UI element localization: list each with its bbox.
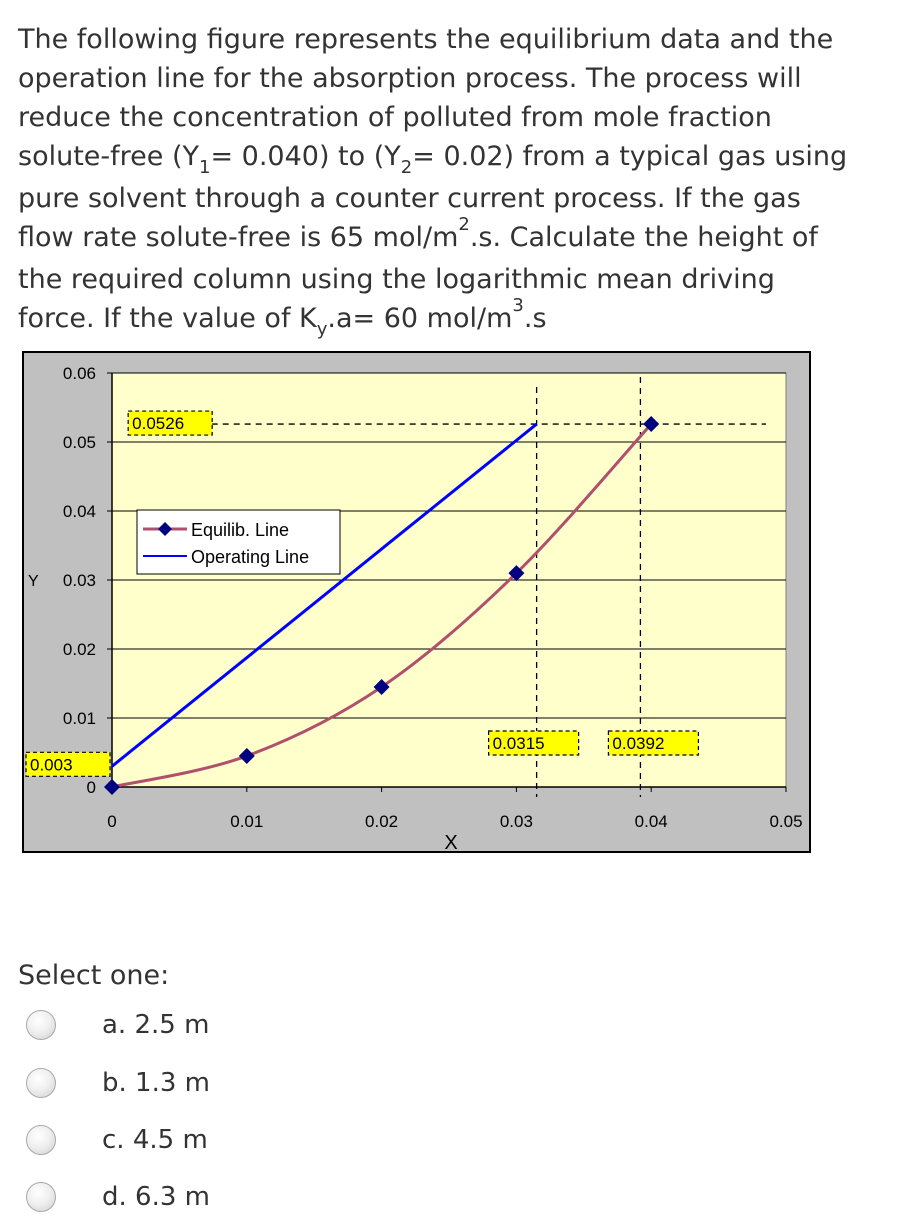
radio-button[interactable]: [26, 1010, 56, 1040]
x-tick-label: 0.03: [499, 812, 533, 831]
y-axis-label: Y: [28, 573, 39, 590]
option-label: d. 6.3 m: [102, 1182, 210, 1212]
x-tick-label: 0.05: [769, 812, 803, 831]
y-tick-label: 0: [86, 778, 96, 797]
option-d[interactable]: [26, 1177, 426, 1217]
y-tick-label: 0.04: [62, 502, 96, 521]
x-tick-label: 0.02: [365, 812, 399, 831]
annotation-x-op-text: 0.0315: [492, 734, 545, 753]
option-label: c. 4.5 m: [102, 1125, 208, 1155]
select-one-label: Select one:: [18, 960, 170, 991]
x-tick-label: 0: [107, 812, 117, 831]
option-a[interactable]: [26, 1005, 426, 1045]
legend-label-equilibrium: Equilib. Line: [191, 520, 290, 540]
option-label: a. 2.5 m: [102, 1010, 210, 1040]
question-line: pure solvent through a counter current process. If the gas: [18, 183, 801, 214]
radio-button[interactable]: [26, 1125, 56, 1155]
annotation-y-max-text: 0.0526: [132, 414, 185, 434]
y-tick-label: 0.02: [62, 640, 96, 659]
question-line: solute-free $(Y_1= 0.040)$ to $(Y_2= 0.02)$ from a typical gas using: [18, 141, 848, 178]
x-axis-label: X: [444, 832, 458, 854]
question-line: reduce the concentration of polluted from mole fraction: [18, 102, 772, 133]
chart-legend: [137, 510, 340, 574]
x-tick-label: 0.01: [230, 812, 264, 831]
radio-button[interactable]: [26, 1068, 56, 1098]
option-c[interactable]: [26, 1120, 426, 1160]
question-line: force. If the value of $K_y.a= 60$ mol/$m^3.s$: [18, 295, 547, 340]
question-line: flow rate solute-free is 65 mol/$m^2.s$. Calculate the height of: [18, 214, 818, 253]
legend-label-operating: Operating Line: [191, 547, 310, 567]
option-label: b. 1.3 m: [102, 1068, 210, 1098]
annotation-x-eq-text: 0.0392: [612, 734, 665, 753]
annotation-y-min-text: 0.003: [30, 755, 73, 775]
question-line: The following figure represents the equilibrium data and the: [18, 24, 834, 55]
x-tick-label: 0.04: [634, 812, 668, 831]
y-tick-label: 0.06: [62, 364, 96, 383]
question-line: operation line for the absorption process. The process will: [18, 63, 802, 94]
option-b[interactable]: [26, 1063, 426, 1103]
y-tick-label: 0.05: [62, 433, 96, 452]
equilibrium-chart: [22, 351, 812, 856]
y-tick-label: 0.03: [62, 571, 96, 590]
question-line: the required column using the logarithmic mean driving: [18, 264, 775, 295]
y-tick-label: 0.01: [62, 709, 96, 728]
question-text: [18, 20, 888, 341]
radio-button[interactable]: [26, 1182, 56, 1212]
